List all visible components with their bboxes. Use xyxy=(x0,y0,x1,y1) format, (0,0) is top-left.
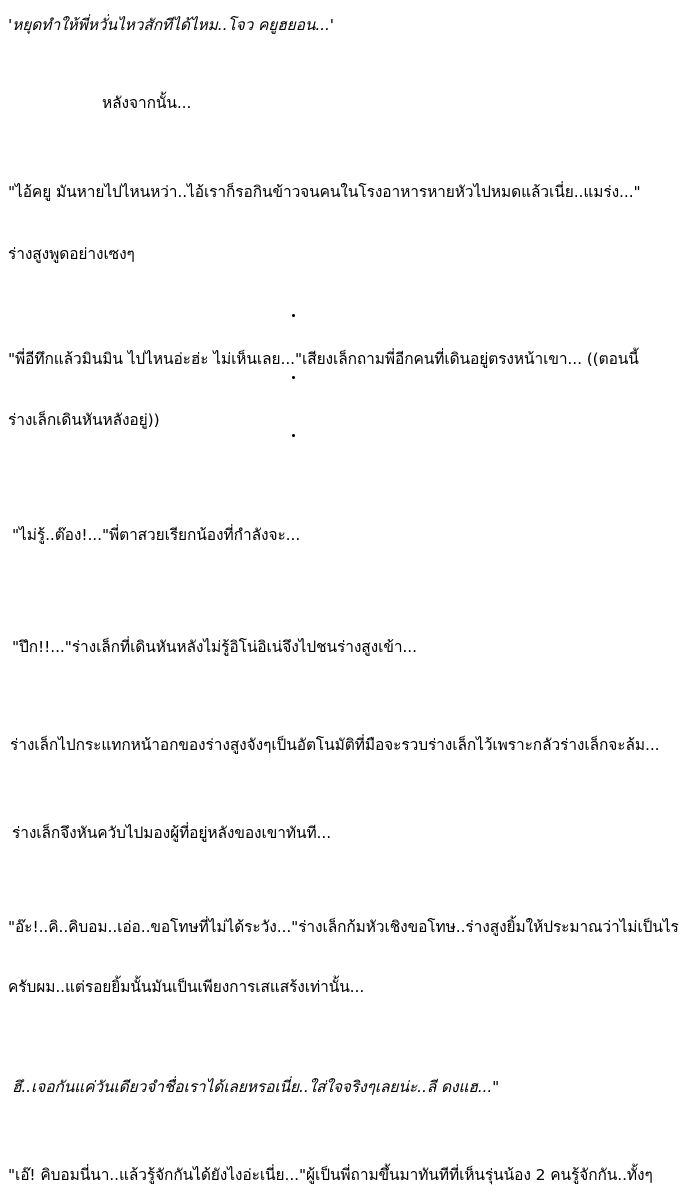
text-line-4: ร่างสูงพูดอย่างเซงๆ xyxy=(8,245,135,263)
text-line-10: ร่างเล็กจึงหันควับไปมองผู้ที่อยู่หลังของเขาทันที... xyxy=(12,824,332,842)
text-line-13: ฮึ..เจอกันแค่วันเดียวจำชื่อเราได้เลยหรอเนี่ย..ใส่ใจจริงๆเลยน่ะ..ลี ดงแฮ..." xyxy=(12,1078,500,1096)
text-line-2: หลังจากนั้น... xyxy=(102,94,192,112)
text-line-3: "ไอ้คยู มันหายไปไหนหว่า..ไอ้เราก็รอกินข้าวจนคนในโรงอาหารหายหัวไปหมดแล้วเนี่ย..แมร่ง..." xyxy=(8,183,641,201)
text-line-8: "ปึก!!..."ร่างเล็กที่เดินหันหลังไม่รู้อิโน่อิเน่จึงไปชนร่างสูงเข้า... xyxy=(12,638,417,656)
text-line-7: "ไม่รู้..ต๊อง!..."พี่ตาสวยเรียกน้องที่กำลังจะ... xyxy=(12,526,301,544)
decorative-dot xyxy=(292,314,295,317)
text-line-11: "อ๊ะ!..คิ..คิบอม..เอ่อ..ขอโทษที่ไม่ได้ระวัง..."ร่างเล็กก้มหัวเชิงขอโทษ..ร่างสูงยิ้มให้ประมาณว่าไม่เป็นไร xyxy=(8,918,679,936)
decorative-dot xyxy=(292,376,295,379)
text-line-12: ครับผม..แต่รอยยิ้มนั้นมันเป็นเพียงการเสแสร้งเท่านั้น... xyxy=(8,978,365,996)
text-line-6: ร่างเล็กเดินหันหลังอยู่)) xyxy=(8,411,160,429)
decorative-dot xyxy=(292,434,295,437)
text-line-14: "เอ๊! คิบอมนี่นา..แล้วรู้จักกันได้ยังไงอ่ะเนี่ย..."ผู้เป็นพี่ถามขึ้นมาทันทีที่เห็นรุ่นน้อง 2 คนรู้จักกัน..ทั้งๆ xyxy=(8,1166,653,1184)
text-line-9: ร่างเล็กไปกระแทกหน้าอกของร่างสูงจังๆเป็นอัตโนมัติที่มือจะรวบร่างเล็กไว้เพราะกลัวร่างเล็กจะล้ม... xyxy=(10,736,660,754)
text-line-1: 'หยุดทำให้พี่หวั่นไหวสักทีได้ไหม..โจว คยูฮยอน...' xyxy=(8,16,334,34)
text-line-5: "พี่อีทึกแล้วมินมิน ไปไหนอ่ะฮ่ะ ไม่เห็นเลย..."เสียงเล็กถามพี่อีกคนที่เดินอยู่ตรงหน้าเขา... ((ตอนนี้ xyxy=(8,350,639,368)
